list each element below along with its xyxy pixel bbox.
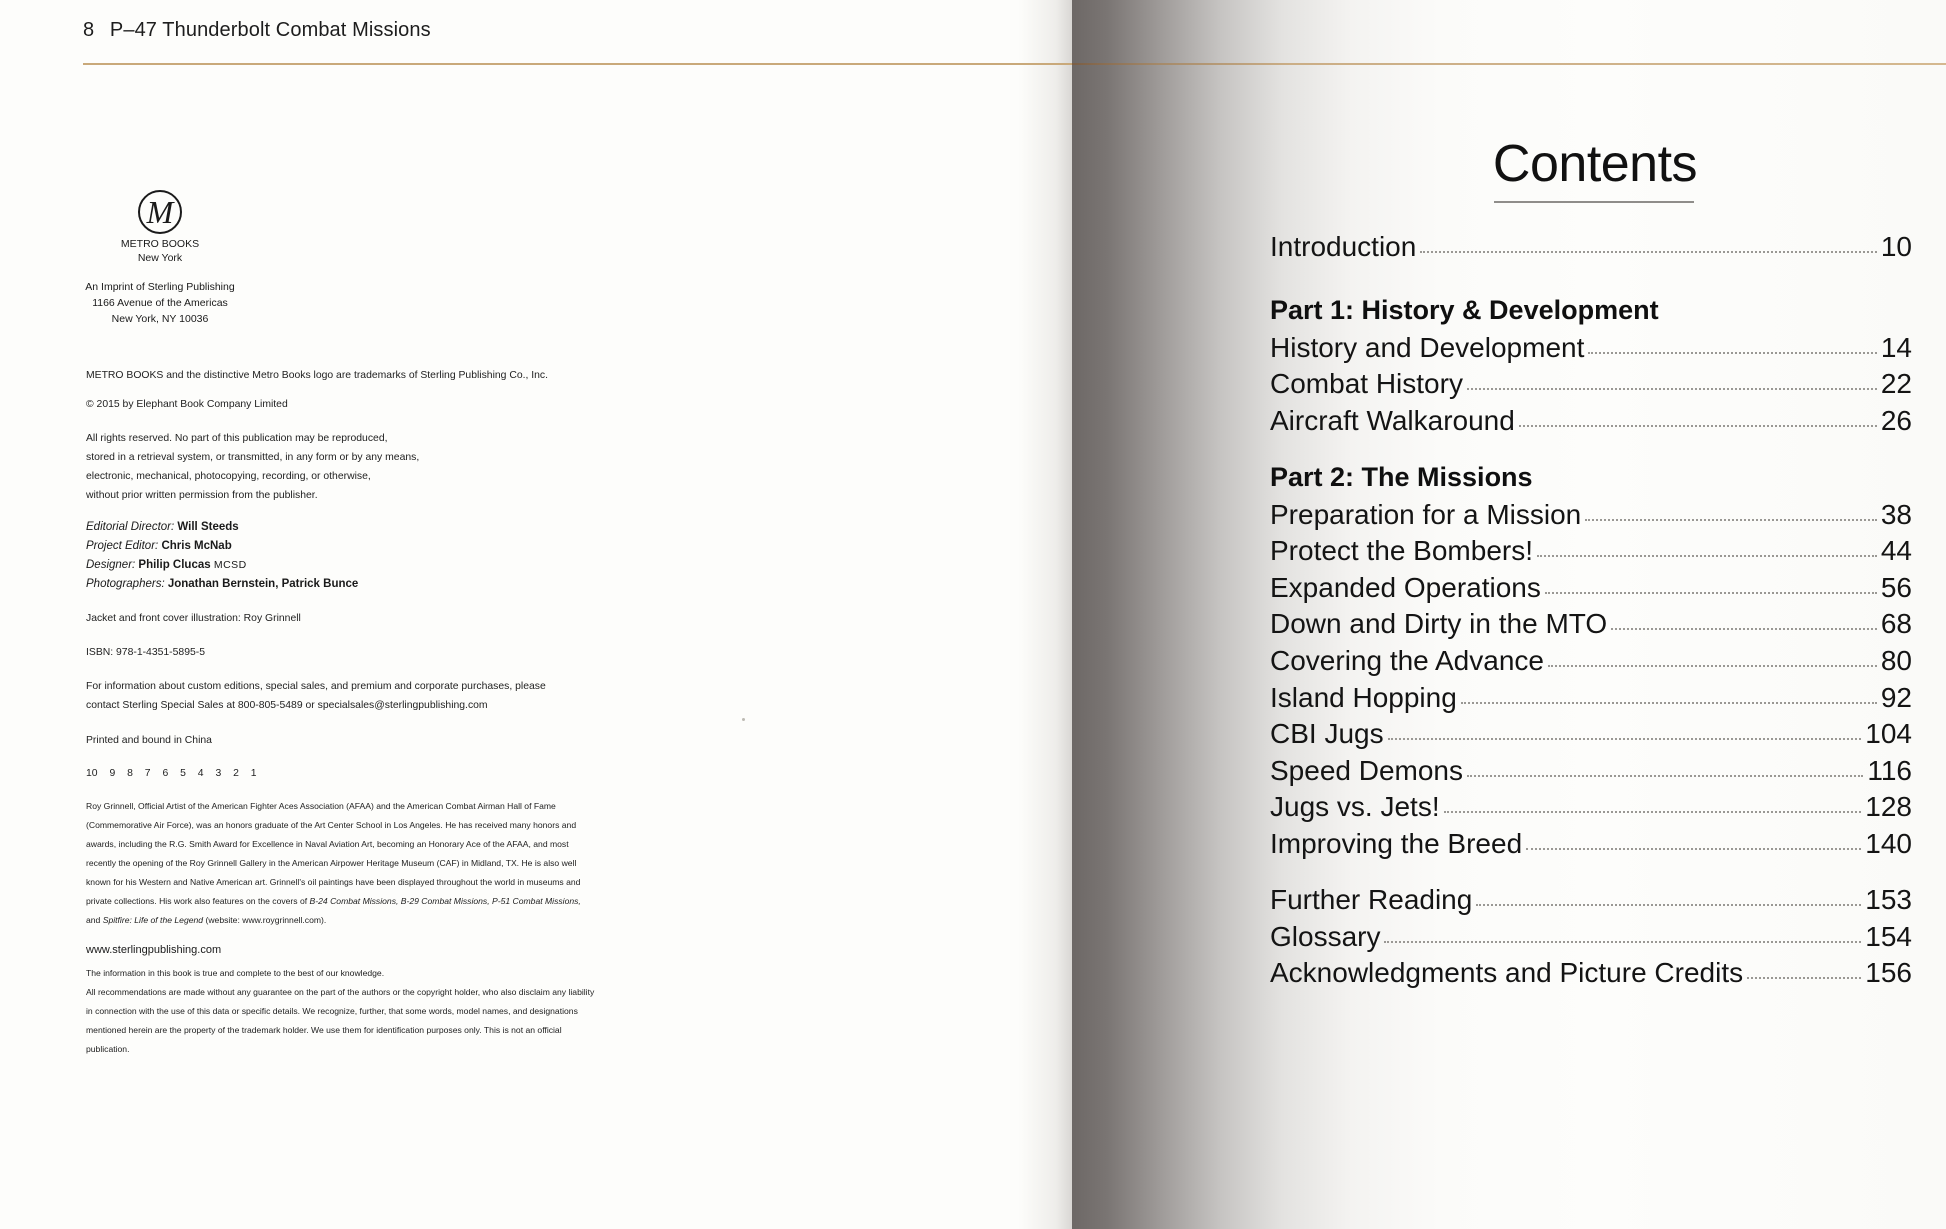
running-head-title: P–47 Thunderbolt Combat Missions bbox=[109, 19, 431, 41]
dot-leader bbox=[1420, 251, 1877, 253]
toc-entry[interactable] bbox=[1270, 755, 1912, 792]
toc-entry[interactable] bbox=[1270, 499, 1912, 536]
imprint-line: 1166 Avenue of the Americas bbox=[92, 297, 228, 309]
metro-books-logo-icon: M bbox=[138, 190, 182, 234]
credit-photographers: Photographers: Jonathan Bernstein, Patrick Bunce bbox=[86, 578, 359, 590]
dot-leader bbox=[1537, 555, 1877, 557]
toc-entry[interactable] bbox=[1270, 828, 1912, 865]
special-sales-line: contact Sterling Special Sales at 800-805-5489 or specialsales@sterlingpublishing.com bbox=[86, 700, 488, 711]
credit-editorial-director: Editorial Director: Will Steeds bbox=[86, 521, 239, 533]
imprint-address bbox=[80, 279, 240, 327]
toc-label: Protect the Bombers! bbox=[1270, 535, 1534, 567]
dot-leader bbox=[1548, 665, 1877, 667]
toc-page-number: 154 bbox=[1865, 920, 1912, 952]
dot-leader bbox=[1611, 628, 1877, 630]
toc-label: Speed Demons bbox=[1270, 754, 1464, 786]
toc-label: Improving the Breed bbox=[1270, 827, 1523, 859]
toc-label: Acknowledgments and Picture Credits bbox=[1270, 957, 1744, 989]
toc-label: Glossary bbox=[1270, 920, 1381, 952]
print-line: 10 9 8 7 6 5 4 3 2 1 bbox=[86, 768, 257, 779]
running-head bbox=[83, 19, 431, 42]
rights-line: All rights reserved. No part of this publication may be reproduced, bbox=[86, 433, 388, 444]
toc-entry-introduction[interactable] bbox=[1270, 231, 1912, 268]
toc-entry[interactable] bbox=[1270, 957, 1912, 994]
disclaimer-body: All recommendations are made without any guarantee on the part of the authors or the copyright holder, who also disclaim any liability in connection with the use of this data or specific details. We recognize, further, that some words, model names, and designations mentioned herein are the property of the trademark holder. We use them for identification purposes only. This is not an official publication. bbox=[86, 987, 595, 1054]
toc-entry[interactable] bbox=[1270, 921, 1912, 958]
dot-leader bbox=[1747, 977, 1861, 979]
toc-back-matter bbox=[1270, 884, 1912, 994]
toc-page-number: 44 bbox=[1880, 535, 1912, 567]
toc-label: Expanded Operations bbox=[1270, 571, 1541, 603]
special-sales-line: For information about custom editions, special sales, and premium and corporate purchases, please bbox=[86, 681, 546, 692]
dot-leader bbox=[1476, 904, 1861, 906]
dot-leader bbox=[1444, 811, 1862, 813]
special-sales-notice bbox=[86, 677, 546, 715]
credit-designer: Designer: Philip Clucas MCSD bbox=[86, 559, 247, 571]
dot-leader bbox=[1588, 352, 1876, 354]
toc-page-number: 128 bbox=[1865, 791, 1912, 823]
publisher-city: New York bbox=[137, 252, 183, 264]
toc-entry[interactable] bbox=[1270, 718, 1912, 755]
toc-page-number: 10 bbox=[1880, 231, 1912, 262]
header-rule-right bbox=[1072, 63, 1946, 65]
toc-part-1 bbox=[1270, 295, 1912, 441]
toc-label: Aircraft Walkaround bbox=[1270, 404, 1515, 436]
toc-label: Jugs vs. Jets! bbox=[1270, 791, 1440, 823]
toc-label: Covering the Advance bbox=[1270, 644, 1544, 676]
toc-page-number: 68 bbox=[1880, 608, 1912, 640]
credits-list bbox=[86, 518, 358, 594]
rights-line: without prior written permission from the publisher. bbox=[86, 490, 318, 501]
toc-label: Down and Dirty in the MTO bbox=[1270, 608, 1608, 640]
trademark-notice: METRO BOOKS and the distinctive Metro Books logo are trademarks of Sterling Publishing Co., Inc. bbox=[86, 370, 549, 381]
isbn: ISBN: 978-1-4351-5895-5 bbox=[86, 647, 205, 658]
toc-label: Island Hopping bbox=[1270, 681, 1457, 713]
dot-leader bbox=[1519, 425, 1877, 427]
part-heading: Part 1: History & Development bbox=[1270, 295, 1659, 325]
toc-label: Preparation for a Mission bbox=[1270, 498, 1582, 530]
page-number: 8 bbox=[83, 19, 95, 41]
publisher-website: www.sterlingpublishing.com bbox=[86, 944, 222, 956]
toc-page-number: 22 bbox=[1880, 368, 1912, 400]
printed-in: Printed and bound in China bbox=[86, 735, 212, 746]
credit-project-editor: Project Editor: Chris McNab bbox=[86, 540, 232, 552]
toc-page-number: 104 bbox=[1865, 718, 1912, 750]
dot-leader bbox=[1384, 941, 1861, 943]
part-heading: Part 2: The Missions bbox=[1270, 462, 1533, 492]
bio-text: (website: www.roygrinnell.com). bbox=[203, 915, 327, 925]
toc-page-number: 80 bbox=[1880, 644, 1912, 676]
toc-entry[interactable] bbox=[1270, 645, 1912, 682]
dot-leader bbox=[1388, 738, 1862, 740]
page-title: Contents bbox=[1492, 135, 1698, 193]
toc-page-number: 156 bbox=[1865, 957, 1912, 989]
imprint-line: New York, NY 10036 bbox=[111, 313, 209, 325]
dot-leader bbox=[1545, 592, 1877, 594]
toc-label: Introduction bbox=[1270, 231, 1417, 262]
dot-leader bbox=[1467, 388, 1877, 390]
toc-entry[interactable] bbox=[1270, 682, 1912, 719]
toc-page-number: 56 bbox=[1880, 571, 1912, 603]
toc-entry[interactable] bbox=[1270, 332, 1912, 369]
rights-notice bbox=[86, 429, 419, 505]
bio-book-title: Spitfire: Life of the Legend bbox=[102, 915, 204, 925]
toc-label: CBI Jugs bbox=[1270, 718, 1384, 750]
toc-label: Combat History bbox=[1270, 368, 1463, 400]
toc-page-number: 153 bbox=[1865, 884, 1912, 915]
toc-entry[interactable] bbox=[1270, 572, 1912, 609]
illustration-credit: Jacket and front cover illustration: Roy Grinnell bbox=[86, 613, 301, 624]
toc-page-number: 38 bbox=[1880, 498, 1912, 530]
toc-entry[interactable] bbox=[1270, 535, 1912, 572]
disclaimer bbox=[86, 964, 596, 1059]
publisher-logo bbox=[80, 190, 240, 264]
rights-line: stored in a retrieval system, or transmitted, in any form or by any means, bbox=[86, 452, 420, 463]
toc-entry[interactable] bbox=[1270, 405, 1912, 442]
toc-page-number: 140 bbox=[1865, 827, 1912, 859]
dot-leader bbox=[1467, 775, 1863, 777]
imprint-line: An Imprint of Sterling Publishing bbox=[85, 281, 235, 293]
toc-page-number: 14 bbox=[1880, 331, 1912, 363]
bio-text: and bbox=[86, 915, 103, 925]
table-of-contents bbox=[1270, 231, 1912, 268]
toc-page-number: 26 bbox=[1880, 404, 1912, 436]
toc-page-number: 92 bbox=[1880, 681, 1912, 713]
toc-page-number: 116 bbox=[1867, 754, 1912, 786]
toc-entry[interactable] bbox=[1270, 884, 1912, 921]
toc-entry[interactable] bbox=[1270, 368, 1912, 405]
dot-leader bbox=[1461, 702, 1877, 704]
copyright-notice: © 2015 by Elephant Book Company Limited bbox=[86, 399, 288, 410]
bio-book-titles: B-24 Combat Missions, B-29 Combat Missions, P-51 Combat Missions, bbox=[309, 896, 581, 906]
toc-entry[interactable] bbox=[1270, 791, 1912, 828]
toc-label: History and Development bbox=[1270, 331, 1585, 363]
title-underline bbox=[1494, 201, 1694, 203]
paper-speck bbox=[742, 718, 745, 721]
rights-line: electronic, mechanical, photocopying, recording, or otherwise, bbox=[86, 471, 371, 482]
illustrator-bio bbox=[86, 797, 596, 930]
dot-leader bbox=[1585, 519, 1877, 521]
toc-entry[interactable] bbox=[1270, 608, 1912, 645]
bio-text: Roy Grinnell, Official Artist of the American Fighter Aces Association (AFAA) and the American Combat Airman Hall of Fame (Commemorative Air Force), was an honors graduate of the Art Center School in Los Angeles. He has received many honors and awards, including the R.G. Smith Award for Excellence in Naval Aviation Art, becoming an Honorary Ace of the AFAA, and most recently the opening of the Roy Grinnell Gallery in the American Airpower Heritage Museum (CAF) in Midland, TX. He is also well known for his Western and Native American art. Grinnell's oil paintings have been displayed throughout the world in museums and private collections. His work also features on the covers of bbox=[86, 801, 581, 906]
dot-leader bbox=[1526, 848, 1861, 850]
toc-label: Further Reading bbox=[1270, 884, 1473, 915]
toc-part-2 bbox=[1270, 462, 1912, 865]
header-rule-left bbox=[83, 63, 1072, 65]
disclaimer-line: The information in this book is true and complete to the best of our knowledge. bbox=[86, 968, 385, 978]
publisher-name: METRO BOOKS bbox=[120, 238, 200, 250]
